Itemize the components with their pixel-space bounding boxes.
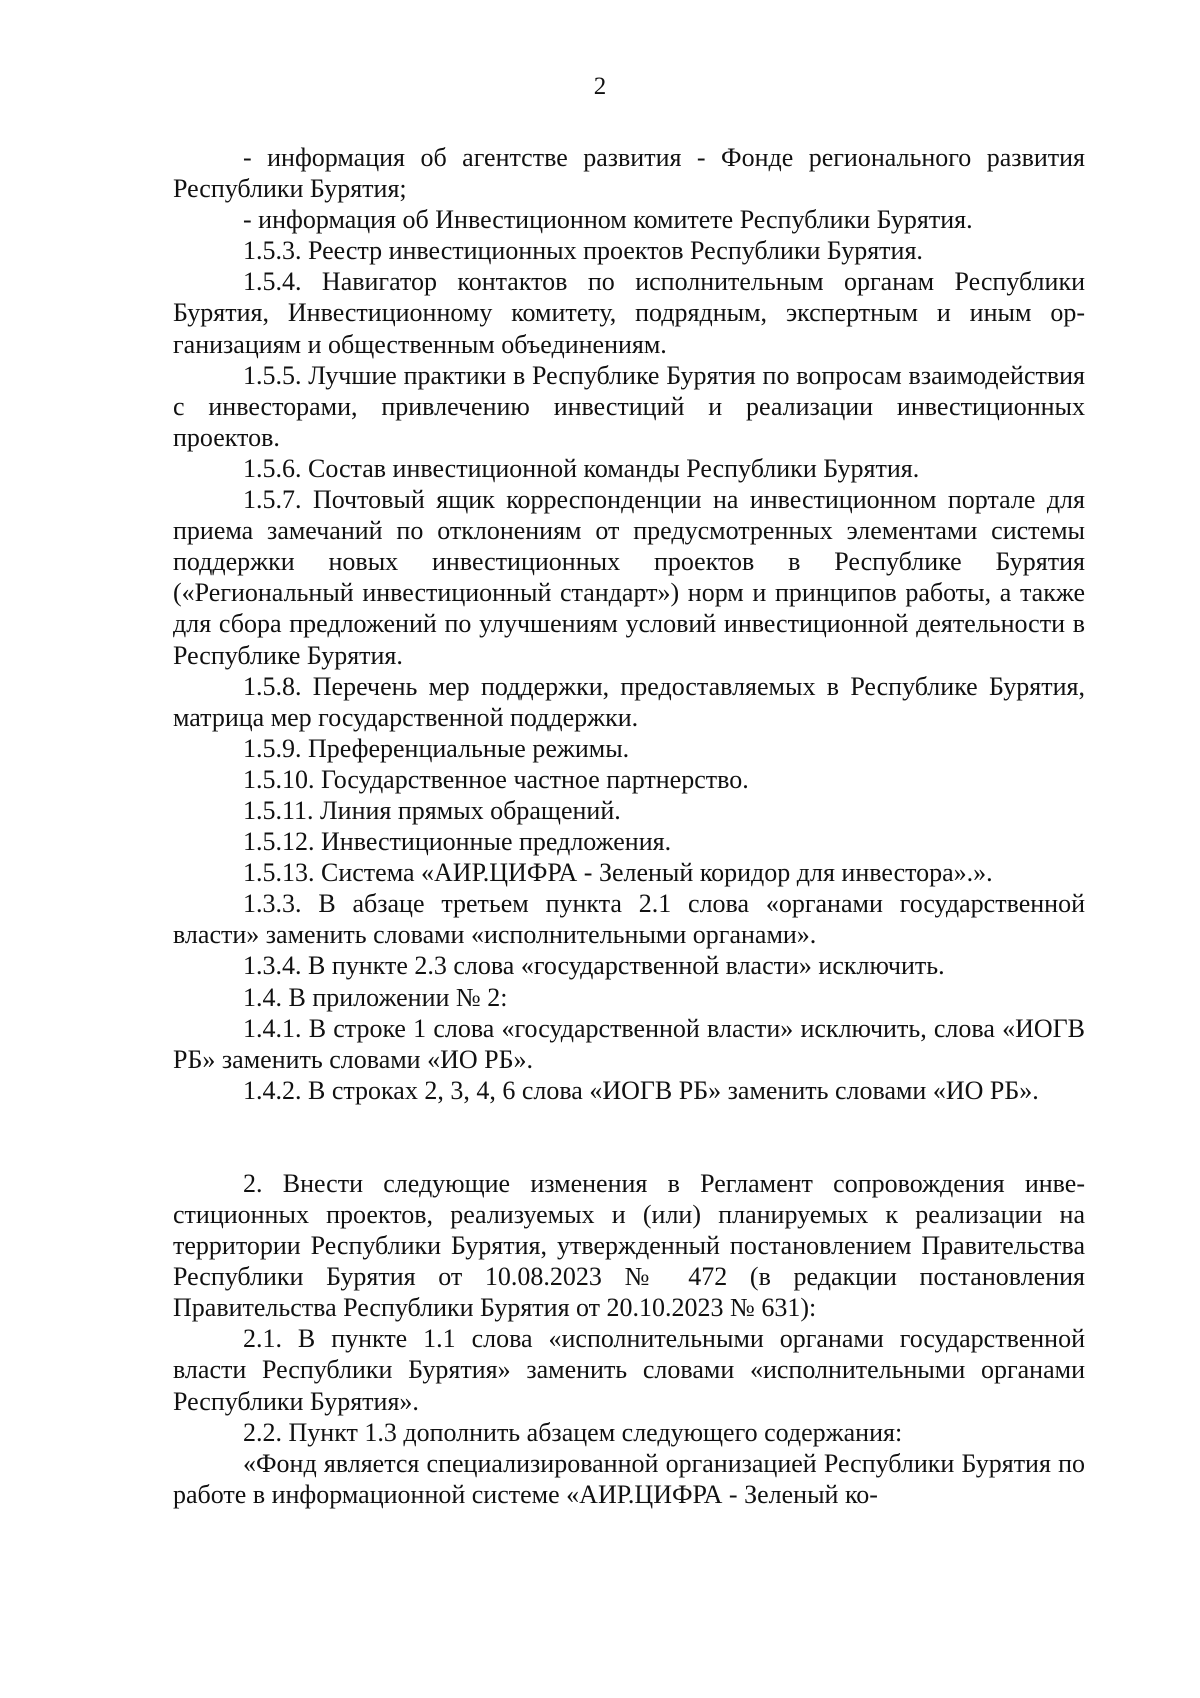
paragraph: 1.5.3. Реестр инвестиционных проектов Республики Бурятия. [243,236,923,266]
paragraph: 1.5.12. Инвестиционные предложения. [243,827,672,857]
paragraph: 1.5.6. Состав инвестиционной команды Республики Бурятия. [243,453,920,483]
paragraph: 1.5.10. Государственное частное партнерство. [243,764,749,794]
paragraph: 2.2. Пункт 1.3 дополнить абзацем следующего содержания: [243,1417,903,1447]
paragraph: 1.5.4. Навигатор контактов по исполнительным органам Республики Бурятия, Инвестиционному комитету, подрядным, экспертным и иным организациям и общественным объединениям. [173,267,1085,359]
paragraph: 1.5.9. Преференциальные режимы. [243,733,630,763]
paragraph: - информация об агентстве развития - Фонде регионального развития Республики Бурятия; [173,143,1085,204]
paragraph: 1.4.1. В строке 1 слова «государственной власти» исключить, слова «ИОГВ РБ» заменить словами «ИО РБ». [173,1013,1085,1074]
paragraph: 1.5.11. Линия прямых обращений. [243,795,621,825]
paragraph: - информация об Инвестиционном комитете Республики Бурятия. [243,205,973,235]
paragraph: 1.5.13. Система «АИР.ЦИФРА - Зеленый коридор для инвестора».». [243,858,993,888]
paragraph: 1.4.2. В строках 2, 3, 4, 6 слова «ИОГВ РБ» заменить словами «ИО РБ». [243,1075,1039,1105]
document-body [173,142,1085,1510]
paragraph: 1.5.7. Почтовый ящик корреспонденции на инвестиционном портале для приема замечаний по отклонениям от предусмотренных элементами системы поддержки новых инвестиционных проектов в Республике Бурятия («Региональный инвестиционный стандарт») норм и принципов работы, а также для сбора предложений по улучшениям условий инвестиционной деятельности в Республике Бурятия. [173,485,1085,670]
paragraph: 2.1. В пункте 1.1 слова «исполнительными органами государственной власти Республики Бурятия» заменить словами «исполнительными органами Республики Бурятия». [173,1324,1085,1416]
paragraph: 1.3.3. В абзаце третьем пункта 2.1 слова «органами государственной власти» заменить словами «исполнительными органами». [173,889,1085,950]
paragraph: 1.5.5. Лучшие практики в Республике Бурятия по вопросам взаимодействия с инвесторами, привлечению инвестиций и реализации инвестиционных проектов. [173,360,1085,452]
paragraph: 1.4. В приложении № 2: [243,982,508,1012]
page-number: 2 [593,73,607,100]
paragraph: «Фонд является специализированной организацией Республики Бурятия по работе в информационной системе «АИР.ЦИФРА - Зеленый ко- [173,1448,1085,1509]
paragraph: 1.5.8. Перечень мер поддержки, предоставляемых в Республике Бурятия, матрица мер государственной поддержки. [173,671,1085,732]
paragraph: 2. Внести следующие изменения в Регламент сопровождения инвестиционных проектов, реализуемых и (или) планируемых к реализации на территории Республики Бурятия, утвержденный постановлением Правительства Республики Бурятия от 10.08.2023 № 472 (в редакции постановления Правительства Республики Бурятия от 20.10.2023 № 631): [173,1168,1085,1323]
paragraph: 1.3.4. В пункте 2.3 слова «государственной власти» исключить. [243,951,945,981]
